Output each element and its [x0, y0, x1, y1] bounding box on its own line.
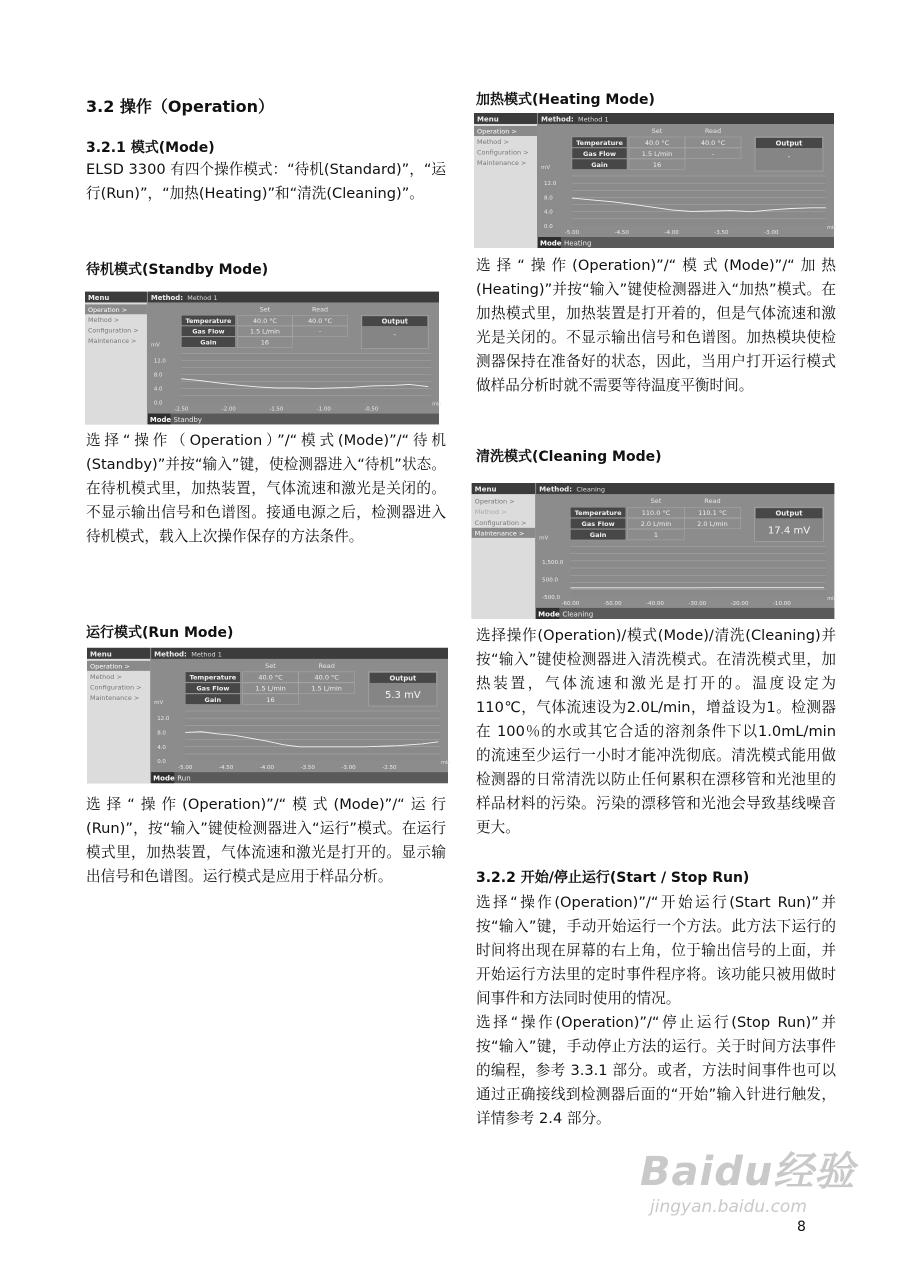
plot-area [572, 176, 826, 226]
heating-screen-image [473, 113, 835, 248]
param-set-value: 40.0 °C [258, 673, 283, 682]
plot-area [181, 354, 431, 403]
x-tick-label: -4.50 [614, 230, 629, 236]
x-tick-label: -3.00 [764, 230, 779, 236]
cleaning-paragraph: 选择操作(Operation)/模式(Mode)/清洗(Cleaning)并按“输入”键使检测器进入清洗模式。在清洗模式里，加热装置，气体流速和激光是打开的。温度设定为110℃，气体流速设为2.0L/min，增益设为1。检测器在 100％的水或其它合适的溶剂条件下以1.0mL/min 的流速至少运行一小时才能冲洗彻底。清洗模式能用做检测器的日常清洗以防止任何累积在漂移管和光池里的样品材料的污染。污染的漂移管和光池会导致基线噪音更大。 [476, 627, 836, 836]
heating-paragraph: 选择“操作(Operation)”/“模式(Mode)”/“加热(Heating)”并按“输入”键使检测器进入“加热”模式。在加热模式里，加热装置是打开着的，但是气体流速和激光是关闭的。不显示输出信号和色谱图。加热模块使检测器保持在准备好的状态，因此，当用户打开运行模式做样品分析时就不需要等待温度平衡时间。 [476, 257, 836, 394]
start-run-paragraph: 选择“操作(Operation)”/“开始运行(Start Run)”并按“输入”键，手动开始运行一个方法。此方法下运行的时间将出现在屏幕的右上角，位于输出信号的上面，并开始运行方法里的定时事件程序将。该功能只被用做时间事件和方法同时使用的情况。 [476, 894, 836, 1007]
menu-item: Method > [90, 672, 122, 681]
column-set-label: Set [265, 661, 276, 670]
method-label: Method: [150, 293, 183, 302]
param-set-value: 1.5 L/min [641, 149, 673, 158]
mode-value: Cleaning [562, 609, 594, 619]
run-heading: 运行模式(Run Mode) [86, 625, 234, 641]
y-tick-label: 12.0 [544, 181, 557, 188]
param-label: Temperature [576, 138, 623, 147]
y-tick-label: 4.0 [157, 744, 166, 751]
mode-bar [151, 772, 448, 783]
param-set-value: 110.0 °C [641, 509, 671, 518]
x-tick-label: -50.00 [603, 600, 622, 607]
plot-area [185, 711, 440, 761]
output-label: Output [775, 509, 803, 518]
y-tick-label: 0.0 [544, 224, 553, 230]
mode-label: Mode [540, 239, 562, 248]
method-value: Method 1 [578, 115, 609, 124]
param-label: Gain [200, 338, 217, 347]
y-tick-label: 4.0 [153, 386, 163, 393]
y-axis-unit: mV [539, 535, 549, 542]
x-tick-label: -2.00 [221, 406, 236, 413]
cleaning-screen-image [470, 483, 836, 619]
param-label: Gas Flow [192, 327, 225, 336]
x-tick-label: -3.50 [714, 230, 729, 236]
x-tick-label: -3.50 [300, 765, 315, 772]
x-axis-unit: min [827, 225, 837, 231]
baidu-watermark [640, 1140, 855, 1217]
param-set-value: 1.5 L/min [250, 327, 280, 336]
x-tick-label: -5.00 [564, 230, 580, 236]
menu-item: Method > [87, 316, 120, 325]
y-tick-label: 8.0 [544, 195, 553, 202]
menu-item: Method > [474, 508, 507, 517]
x-tick-label: -3.00 [341, 765, 356, 772]
x-tick-label: -40.00 [646, 600, 664, 607]
param-label: Gas Flow [583, 149, 616, 158]
cleaning-heading: 清洗模式(Cleaning Mode) [476, 449, 662, 465]
param-read-value: 1.5 L/min [311, 684, 342, 693]
menu-item: Operation > [477, 127, 517, 136]
param-label: Gain [591, 160, 608, 169]
param-set-value: 40.0 °C [644, 138, 670, 147]
y-tick-label: 0.0 [153, 400, 163, 407]
menu-item: Configuration > [90, 683, 142, 692]
column-set-label: Set [650, 497, 662, 506]
param-read-value: 40.0 °C [700, 138, 726, 147]
param-label: Temperature [185, 316, 232, 325]
param-set-value: 16 [652, 160, 662, 169]
y-tick-label: 8.0 [153, 372, 163, 379]
menu-title: Menu [474, 484, 497, 494]
mode-value: Heating [564, 239, 592, 248]
x-tick-label: -5.00 [178, 765, 193, 772]
param-read-value: - [318, 327, 322, 336]
mode-label: Mode [153, 773, 175, 783]
x-tick-label: -4.00 [259, 765, 275, 772]
mode-intro-paragraph: ELSD 3300 有四个操作模式：“待机(Standard)”，“运行(Run)”，“加热(Heating)”和“清洗(Cleaning)”。 [86, 161, 446, 202]
column-read-label: Read [704, 127, 722, 135]
param-set-value: 16 [260, 338, 270, 347]
param-label: Gain [204, 695, 222, 704]
mode-value: Standby [173, 415, 202, 424]
x-tick-label: -2.50 [382, 765, 397, 772]
x-tick-label: -4.50 [218, 765, 234, 772]
x-tick-label: -4.00 [664, 230, 679, 236]
output-value: 17.4 mV [767, 525, 811, 537]
output-value: - [393, 330, 396, 339]
param-label: Gas Flow [581, 520, 615, 529]
menu-title: Menu [90, 649, 112, 659]
y-tick-label: 8.0 [157, 730, 166, 737]
x-tick-label: -0.50 [364, 406, 379, 413]
method-value: Method 1 [191, 650, 222, 659]
start-stop-subsection-title: 3.2.2 开始/停止运行(Start / Stop Run) [476, 870, 750, 886]
mode-label: Mode [149, 415, 172, 424]
run-screen-image [87, 647, 451, 784]
menu-item: Configuration > [474, 518, 527, 527]
x-tick-label: -60.00 [561, 600, 580, 607]
param-label: Temperature [574, 509, 622, 518]
menu-title: Menu [87, 293, 110, 302]
x-tick-label: -30.00 [688, 600, 707, 607]
param-read-value: 40.0 °C [308, 316, 332, 325]
mode-subsection-title: 3.2.1 模式(Mode) [86, 140, 215, 156]
output-label: Output [775, 139, 803, 148]
menu-item: Method > [477, 138, 509, 146]
output-value: - [787, 153, 791, 161]
param-read-value: - [711, 149, 715, 158]
menu-title: Menu [477, 115, 499, 124]
heating-heading: 加热模式(Heating Mode) [476, 92, 655, 108]
y-axis-unit: mV [541, 165, 551, 171]
output-label: Output [381, 317, 408, 326]
menu-item: Operation > [87, 305, 128, 314]
column-set-label: Set [651, 127, 663, 135]
y-tick-label: 4.0 [544, 209, 553, 216]
column-read-label: Read [312, 305, 329, 314]
method-label: Method: [541, 115, 574, 124]
menu-item: Maintenance > [90, 693, 140, 702]
menu-item: Maintenance > [477, 159, 527, 167]
x-tick-label: -1.00 [316, 406, 331, 413]
watermark-url: jingyan.baidu.com [650, 1197, 807, 1217]
y-tick-label: -500.0 [542, 594, 561, 601]
param-set-value: 2.0 L/min [640, 520, 672, 529]
output-label: Output [389, 674, 417, 683]
param-read-value: 2.0 L/min [697, 520, 728, 529]
method-value: Method 1 [187, 293, 218, 302]
param-set-value: 1 [653, 531, 659, 540]
column-read-label: Read [704, 497, 721, 506]
watermark-logo: Baidu经验 [640, 1149, 856, 1195]
plot-area [570, 546, 826, 596]
y-tick-label: 12.0 [153, 358, 166, 365]
param-label: Temperature [189, 673, 237, 682]
y-tick-label: 1,500.0 [542, 560, 564, 567]
x-tick-label: -20.00 [730, 600, 749, 607]
y-tick-label: 0.0 [157, 759, 166, 766]
menu-item: Operation > [90, 662, 130, 671]
menu-item: Operation > [474, 497, 515, 506]
x-axis-unit: min [440, 760, 451, 767]
x-tick-label: -2.50 [174, 406, 189, 413]
x-tick-label: -1.50 [269, 406, 284, 413]
page-number: 8 [797, 1219, 806, 1235]
x-tick-label: -10.00 [772, 600, 791, 607]
y-tick-label: 500.0 [542, 577, 559, 584]
output-value: 5.3 mV [385, 689, 421, 701]
x-axis-unit: min [827, 595, 837, 602]
x-axis-unit: min [432, 401, 442, 408]
param-label: Gas Flow [196, 684, 230, 693]
menu-item: Maintenance > [474, 529, 525, 538]
y-tick-label: 12.0 [157, 716, 170, 723]
stop-run-paragraph: 选择“操作(Operation)”/“停止运行(Stop Run)”并按“输入”键，手动停止方法的运行。关于时间方法事件的编程，参考 3.3.1 部分。或者，方法时间事件也可以通过正确接线到检测器后面的“开始”输入针进行触发，详情参考 2.4 部分。 [476, 1014, 836, 1127]
param-set-value: 40.0 °C [253, 316, 277, 325]
section-title: 3.2 操作（Operation） [86, 97, 275, 116]
method-value: Cleaning [576, 485, 606, 494]
standby-heading: 待机模式(Standby Mode) [86, 262, 269, 278]
standby-paragraph: 选择“操作（Operation）”/“模式(Mode)”/“待机(Standby)”并按“输入”键，使检测器进入“待机”状态。在待机模式里，加热装置，气体流速和激光是关闭的。不显示输出信号和色谱图。接通电源之后，检测器进入待机模式，载入上次操作保存的方法条件。 [86, 432, 446, 545]
column-read-label: Read [318, 661, 335, 670]
param-read-value: 110.1 °C [698, 509, 727, 518]
column-set-label: Set [259, 305, 271, 314]
param-label: Gain [589, 531, 607, 540]
y-axis-unit: mV [150, 342, 160, 349]
y-axis-unit: mV [154, 699, 164, 706]
menu-item: Configuration > [87, 326, 139, 335]
mode-value: Run [177, 773, 191, 783]
standby-screen-image [85, 291, 442, 425]
method-label: Method: [539, 484, 573, 494]
mode-label: Mode [538, 609, 560, 619]
menu-item: Maintenance > [87, 336, 137, 345]
param-read-value: 40.0 °C [314, 673, 339, 682]
param-set-value: 16 [266, 695, 275, 704]
menu-item: Configuration > [477, 148, 529, 157]
run-paragraph: 选择“操作(Operation)”/“模式(Mode)”/“运行(Run)”，按“输入”键使检测器进入“运行”模式。在运行模式里，加热装置，气体流速和激光是打开的。显示输出信号和色谱图。运行模式是应用于样品分析。 [86, 796, 446, 885]
method-label: Method: [154, 649, 187, 659]
param-set-value: 1.5 L/min [255, 684, 286, 693]
